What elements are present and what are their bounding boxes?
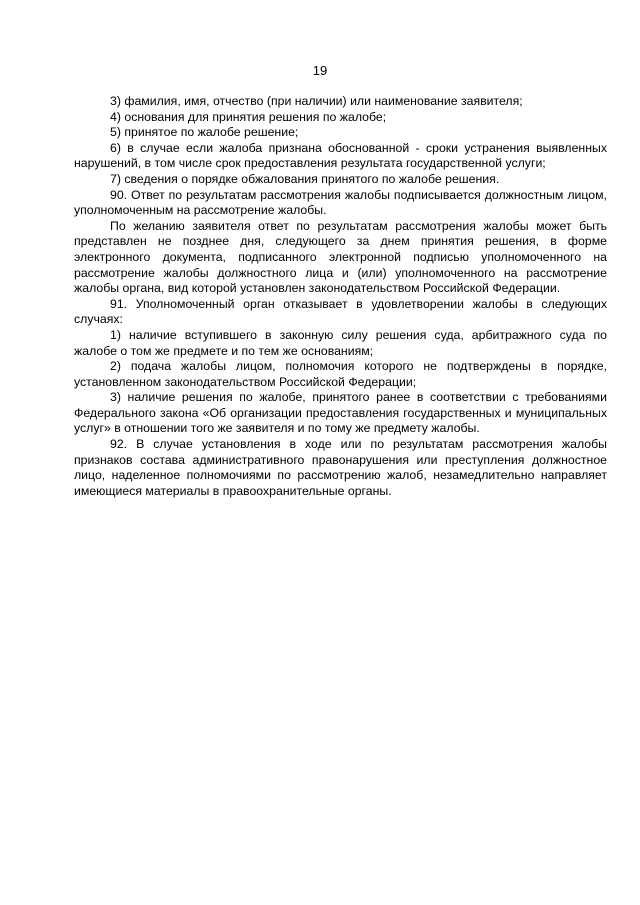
paragraph-refusal-item-3: 3) наличие решения по жалобе, принятого ранее в соответствии с требованиями Федерального закона «Об организации предоставления государственных и муниципальных услуг» в отношении того же заявителя и по тому же предмету жалобы. (74, 390, 607, 436)
paragraph-item-5-decision: 5) принятое по жалобе решение; (110, 125, 299, 140)
paragraph-item-4-decision-grounds: 4) основания для принятия решения по жалобе; (110, 109, 387, 124)
paragraph-clause-91: 91. Уполномоченный орган отказывает в удовлетворении жалобы в следующих случаях: (74, 296, 607, 327)
document-body (74, 94, 607, 499)
paragraph-refusal-item-2: 2) подача жалобы лицом, полномочия которого не подтверждены в порядке, установленном законодательством Российской Федерации; (74, 359, 607, 389)
paragraph-refusal-item-1: 1) наличие вступившего в законную силу решения суда, арбитражного суда по жалобе о том же предмете и по тем же основаниям; (74, 327, 607, 358)
page-number: 19 (312, 63, 328, 78)
paragraph-clause-90: 90. Ответ по результатам рассмотрения жалобы подписывается должностным лицом, уполномоченным на рассмотрение жалобы. (74, 187, 607, 218)
paragraph-item-3-applicant-name: 3) фамилия, имя, отчество (при наличии) или наименование заявителя; (110, 94, 523, 108)
paragraph-clause-92: 92. В случае установления в ходе или по результатам рассмотрения жалобы признаков состава административного правонарушения или преступления должностное лицо, наделенное полномочиями по рассмотрению жалоб, незамедлительно направляет имеющиеся материалы в правоохранительные органы. (74, 437, 607, 498)
paragraph-item-7-appeal-procedure: 7) сведения о порядке обжалования принятого по жалобе решения. (110, 171, 500, 186)
paragraph-electronic-response: По желанию заявителя ответ по результатам рассмотрения жалобы может быть представлен не позднее дня, следующего за днем принятия решения, в форме электронного документа, подписанного электронной подписью уполномоченного на рассмотрение жалобы должностного лица и (или) уполномоченного на рассмотрение жалобы органа, вид которой установлен законодательством Российской Федерации. (74, 218, 607, 296)
paragraph-item-6-remediation-terms: 6) в случае если жалоба признана обоснованной - сроки устранения выявленных нарушений, в том числе срок предоставления результата государственной услуги; (74, 140, 607, 171)
